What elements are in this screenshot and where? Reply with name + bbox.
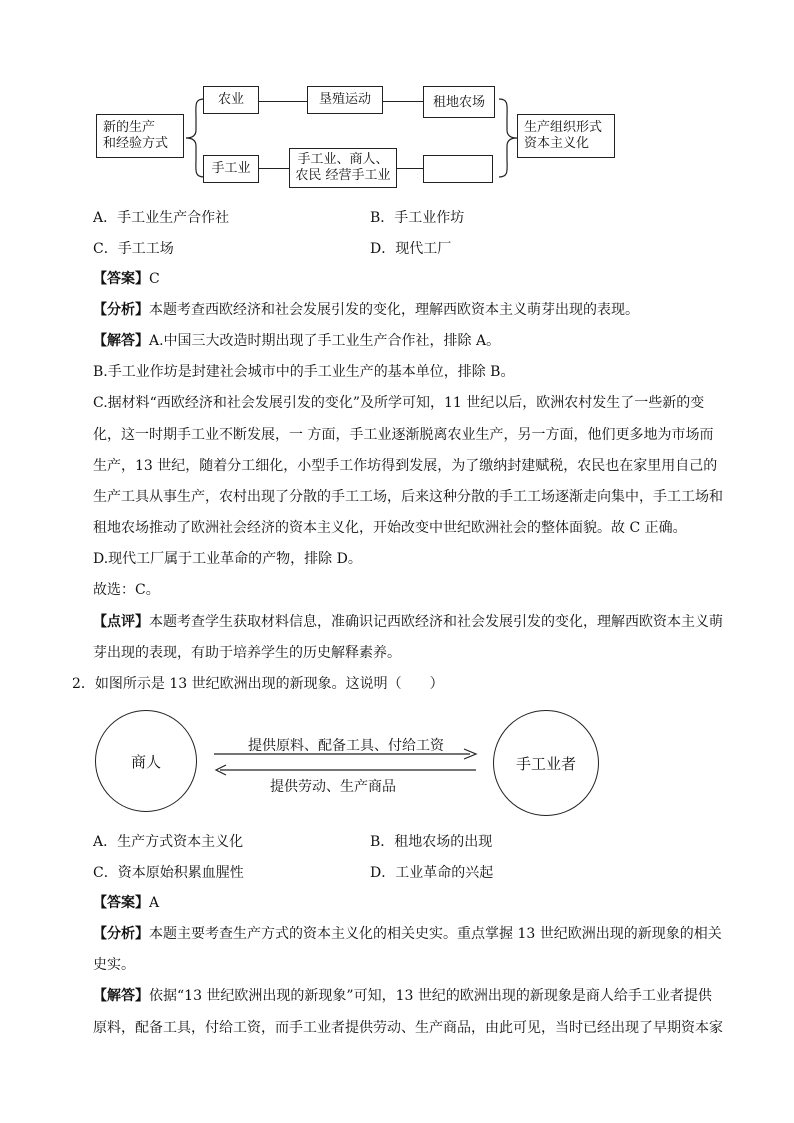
solution-text: 生产工具从事生产，农村出现了分散的手工工场，后来这种分散的手工工场逐渐走向集中，手工工场和	[93, 489, 723, 505]
analysis-line	[93, 924, 733, 944]
rental-farm-box: 租地农场	[423, 86, 495, 118]
craftsman-circle	[493, 710, 599, 816]
craft-merchant-box: 手工业、商人、 农民 经营手工业	[289, 148, 397, 188]
merchant-circle	[95, 710, 197, 812]
comment-text: 本题考查学生获取材料信息，准确识记西欧经济和社会发展引发的变化，理解西欧资本主义萌	[149, 614, 723, 630]
solution-text: 租地农场推动了欧洲社会经济的资本主义化，开始改变中世纪欧洲社会的整体面貌。故 C 正确。	[93, 520, 687, 536]
option-b: B．手工业作坊	[370, 210, 465, 226]
solution-text: 原料，配备工具，付给工资，而手工业者提供劳动、生产商品，由此可见，当时已经出现了早期资本家	[93, 1020, 723, 1036]
answer-tag: 【答案】	[93, 895, 149, 911]
comment-tag: 【点评】	[93, 614, 149, 630]
solution-text: 故选：C。	[93, 582, 160, 598]
analysis-line	[93, 300, 733, 320]
connector-line	[383, 101, 423, 102]
answer-value: C	[149, 271, 160, 287]
answer-value: A	[149, 895, 160, 911]
right-arrow-icon	[214, 748, 478, 760]
option-d: D．工业革命的兴起	[370, 865, 494, 881]
connector-line	[259, 101, 307, 102]
comment-text: 芽出现的表现，有助于培养学生的历史解释素养。	[93, 645, 401, 661]
option-c: C．手工工场	[93, 241, 174, 257]
answer-line	[93, 269, 733, 289]
analysis-tag: 【分析】	[93, 926, 149, 942]
option-a: A．生产方式资本主义化	[93, 834, 244, 850]
handicraft-box: 手工业	[203, 155, 259, 183]
connector-line	[259, 168, 289, 169]
left-arrow-icon	[214, 764, 478, 776]
bottom-arrow-label: 提供劳动、生产商品	[270, 779, 396, 795]
solution-text: D.现代工厂属于工业革命的产物，排除 D。	[93, 551, 362, 567]
solution-text: 依据“13 世纪欧洲出现的新现象”可知，13 世纪的欧洲出现的新现象是商人给手工业者提供	[149, 988, 712, 1004]
solution-tag: 【解答】	[93, 988, 149, 1004]
craftsman-label: 手工业者	[515, 754, 576, 773]
question-2-stem: 2．如图所示是 13 世纪欧洲出现的新现象。这说明（ ）	[72, 676, 444, 692]
analysis-text: 本题考查西欧经济和社会发展引发的变化，理解西欧资本主义萌芽出现的表现。	[149, 302, 639, 318]
solution-line	[93, 331, 733, 351]
option-c: C．资本原始积累血腥性	[93, 865, 244, 881]
analysis-tag: 【分析】	[93, 302, 149, 318]
answer-line	[93, 893, 733, 913]
solution-text: A.中国三大改造时期出现了手工业生产合作社，排除 A。	[149, 333, 501, 349]
solution-line	[93, 986, 733, 1006]
answer-tag: 【答案】	[93, 271, 149, 287]
agriculture-box: 农业	[203, 86, 259, 114]
connector-line	[397, 168, 423, 169]
solution-text: C.据材料“西欧经济和社会发展引发的变化”及所学可知，11 世纪以后，欧洲农村发生了一些新的变	[93, 395, 705, 411]
comment-line	[93, 612, 733, 632]
blank-answer-box	[423, 155, 493, 183]
solution-text: 生产，13 世纪，随着分工细化，小型手工作坊得到发展，为了缴纳封建赋税，农民也在家里用自己的	[93, 458, 718, 474]
new-production-box: 新的生产 和经验方式	[96, 114, 184, 158]
solution-text: B.手工业作坊是封建社会城市中的手工业生产的基本单位，排除 B。	[93, 364, 515, 380]
option-d: D．现代工厂	[370, 241, 452, 257]
solution-tag: 【解答】	[93, 333, 149, 349]
option-a: A．手工业生产合作社	[93, 210, 230, 226]
top-arrow-label: 提供原料、配备工具、付给工资	[248, 738, 444, 754]
reclamation-box: 垦殖运动	[307, 86, 383, 114]
option-b: B．租地农场的出现	[370, 834, 493, 850]
merchant-label: 商人	[130, 752, 161, 771]
capitalization-box: 生产组织形式 资本主义化	[517, 114, 615, 158]
analysis-text: 史实。	[93, 957, 135, 973]
analysis-text: 本题主要考查生产方式的资本主义化的相关史实。重点掌握 13 世纪欧洲出现的新现象的相关	[149, 926, 722, 942]
solution-text: 化，这一时期手工业不断发展，一 方面，手工业逐渐脱离农业生产，另一方面，他们更多地为市场而	[93, 427, 714, 443]
